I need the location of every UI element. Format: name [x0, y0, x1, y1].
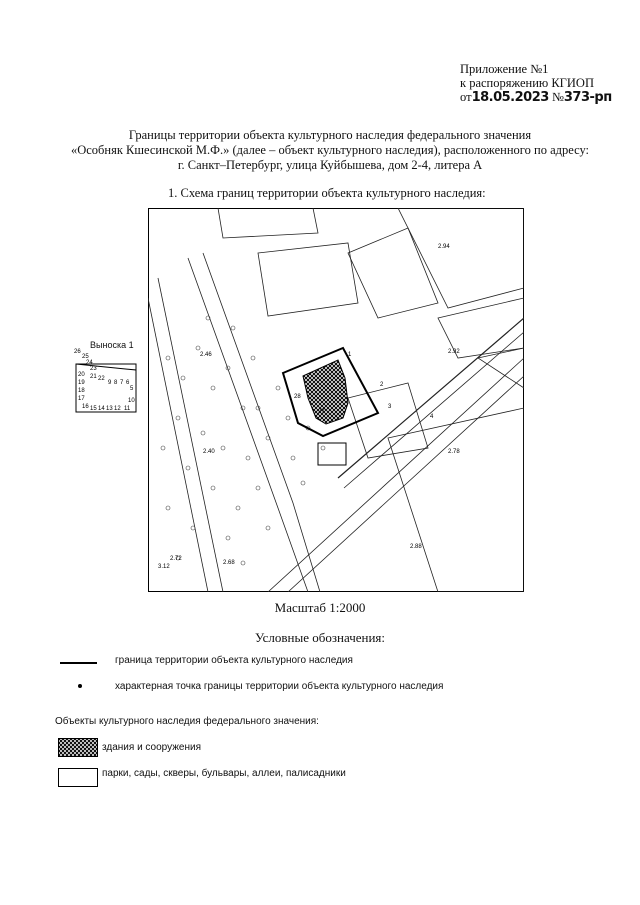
- svg-text:7: 7: [120, 380, 124, 386]
- svg-text:5: 5: [130, 386, 134, 392]
- appendix-prefix: от: [460, 90, 472, 104]
- svg-text:17: 17: [78, 396, 85, 402]
- appendix-line1: Приложение №1: [460, 62, 549, 76]
- svg-text:23: 23: [90, 366, 97, 372]
- callout-svg: [72, 340, 142, 420]
- svg-text:28: 28: [294, 394, 301, 400]
- svg-text:27: 27: [318, 409, 325, 415]
- svg-text:12: 12: [114, 406, 121, 412]
- document-heading: [40, 128, 620, 173]
- svg-text:2.46: 2.46: [200, 352, 212, 358]
- svg-text:25: 25: [82, 354, 89, 360]
- svg-text:14: 14: [98, 406, 105, 412]
- legend-boundary-text: граница территории объекта культурного наследия: [115, 655, 353, 666]
- appendix-header: [460, 62, 612, 105]
- appendix-num-sign: №: [551, 90, 564, 104]
- svg-text:3: 3: [388, 404, 392, 410]
- svg-text:18: 18: [78, 388, 85, 394]
- section-title: 1. Схема границ территории объекта культурного наследия:: [168, 186, 486, 200]
- legend-title: Условные обозначения:: [254, 630, 386, 645]
- svg-text:26: 26: [74, 349, 81, 355]
- svg-text:9: 9: [108, 380, 112, 386]
- svg-text:2.68: 2.68: [223, 560, 235, 566]
- svg-text:19: 19: [78, 380, 85, 386]
- svg-text:6: 6: [126, 380, 130, 386]
- heading-line3: г. Санкт–Петербург, улица Куйбышева, дом 2-4, литера А: [177, 158, 483, 172]
- svg-text:2.88: 2.88: [410, 544, 422, 550]
- legend-buildings-text: здания и сооружения: [102, 742, 201, 753]
- svg-text:10: 10: [128, 398, 135, 404]
- legend-point-dot: [78, 684, 82, 688]
- legend-point-text: характерная точка границы территории объекта культурного наследия: [115, 681, 444, 692]
- svg-text:2.78: 2.78: [448, 449, 460, 455]
- callout-title: Выноска 1: [90, 340, 134, 350]
- svg-text:2.94: 2.94: [438, 244, 450, 250]
- svg-text:11: 11: [124, 406, 131, 412]
- svg-text:4: 4: [430, 414, 434, 420]
- appendix-line2: к распоряжению КГИОП: [460, 76, 594, 90]
- svg-text:21: 21: [90, 374, 97, 380]
- svg-text:8: 8: [114, 380, 118, 386]
- svg-text:20: 20: [78, 372, 85, 378]
- objects-title: Объекты культурного наследия федерального значения:: [55, 716, 319, 727]
- appendix-number: 373-рп: [563, 90, 612, 105]
- boundary-map: [148, 208, 524, 592]
- svg-text:22: 22: [98, 376, 105, 382]
- legend-parks-swatch: [58, 768, 98, 787]
- legend-boundary-line: [60, 662, 97, 664]
- svg-text:24: 24: [86, 360, 93, 366]
- svg-text:2.72: 2.72: [170, 556, 182, 562]
- svg-text:1: 1: [348, 352, 352, 358]
- svg-text:2.92: 2.92: [448, 349, 460, 355]
- legend-buildings-swatch: [58, 738, 98, 757]
- legend-parks-text: парки, сады, скверы, бульвары, аллеи, палисадники: [102, 768, 346, 779]
- callout-box: [72, 340, 142, 420]
- svg-text:2: 2: [380, 382, 384, 388]
- svg-text:13: 13: [106, 406, 113, 412]
- svg-text:3.12: 3.12: [158, 564, 170, 570]
- map-svg: [148, 208, 524, 592]
- svg-text:15: 15: [90, 406, 97, 412]
- heading-line2: «Особняк Кшесинской М.Ф.» (далее – объект культурного наследия), расположенного по адресу:: [70, 143, 590, 157]
- map-scale: Масштаб 1:2000: [274, 600, 366, 615]
- svg-text:16: 16: [82, 404, 89, 410]
- appendix-line3: [460, 90, 612, 105]
- appendix-date: 18.05.2023: [471, 90, 549, 105]
- svg-text:2.40: 2.40: [203, 449, 215, 455]
- heading-line1: Границы территории объекта культурного наследия федерального значения: [128, 128, 532, 142]
